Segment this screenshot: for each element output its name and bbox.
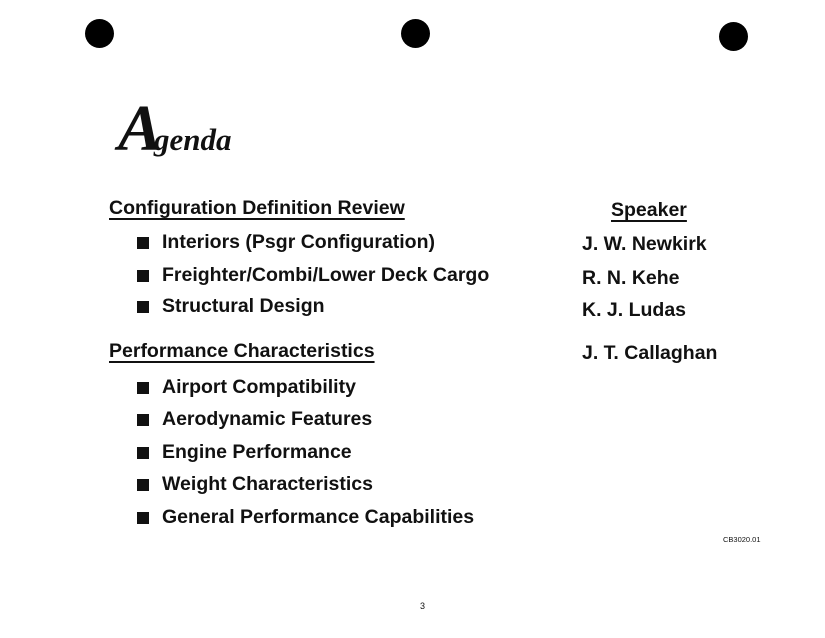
square-bullet-icon — [137, 447, 149, 459]
section-heading-configuration: Configuration Definition Review — [109, 197, 405, 219]
agenda-title-rest: genda — [154, 122, 232, 157]
speaker-name: R. N. Kehe — [582, 267, 680, 289]
list-item — [137, 376, 356, 399]
speaker-name: K. J. Ludas — [582, 299, 687, 321]
square-bullet-icon — [137, 382, 149, 394]
list-item — [137, 264, 489, 287]
document-code: CB3020.01 — [723, 535, 761, 544]
square-bullet-icon — [137, 414, 149, 426]
section-heading-performance: Performance Characteristics — [109, 340, 375, 362]
list-item — [137, 408, 372, 431]
speaker-name: J. T. Callaghan — [582, 342, 718, 364]
punch-hole-right — [719, 22, 748, 51]
list-item — [137, 295, 325, 318]
list-item-label: Engine Performance — [162, 441, 352, 463]
agenda-title — [118, 92, 232, 165]
list-item-label: Freighter/Combi/Lower Deck Cargo — [162, 264, 490, 286]
square-bullet-icon — [137, 301, 149, 313]
list-item-label: General Performance Capabilities — [162, 506, 475, 528]
list-item-label: Interiors (Psgr Configuration) — [162, 231, 435, 253]
list-item-label: Airport Compatibility — [162, 376, 356, 398]
list-item-label: Structural Design — [162, 295, 325, 317]
square-bullet-icon — [137, 237, 149, 249]
list-item — [137, 441, 352, 464]
speaker-name: J. W. Newkirk — [582, 233, 707, 255]
list-item — [137, 473, 373, 496]
punch-hole-left — [85, 19, 114, 48]
page-number: 3 — [420, 601, 426, 611]
agenda-title-initial: A — [118, 92, 161, 165]
square-bullet-icon — [137, 512, 149, 524]
list-item — [137, 231, 435, 254]
square-bullet-icon — [137, 479, 149, 491]
speaker-heading: Speaker — [611, 199, 687, 221]
list-item-label: Weight Characteristics — [162, 473, 373, 495]
square-bullet-icon — [137, 270, 149, 282]
list-item-label: Aerodynamic Features — [162, 408, 373, 430]
punch-hole-center — [401, 19, 430, 48]
list-item — [137, 506, 474, 529]
